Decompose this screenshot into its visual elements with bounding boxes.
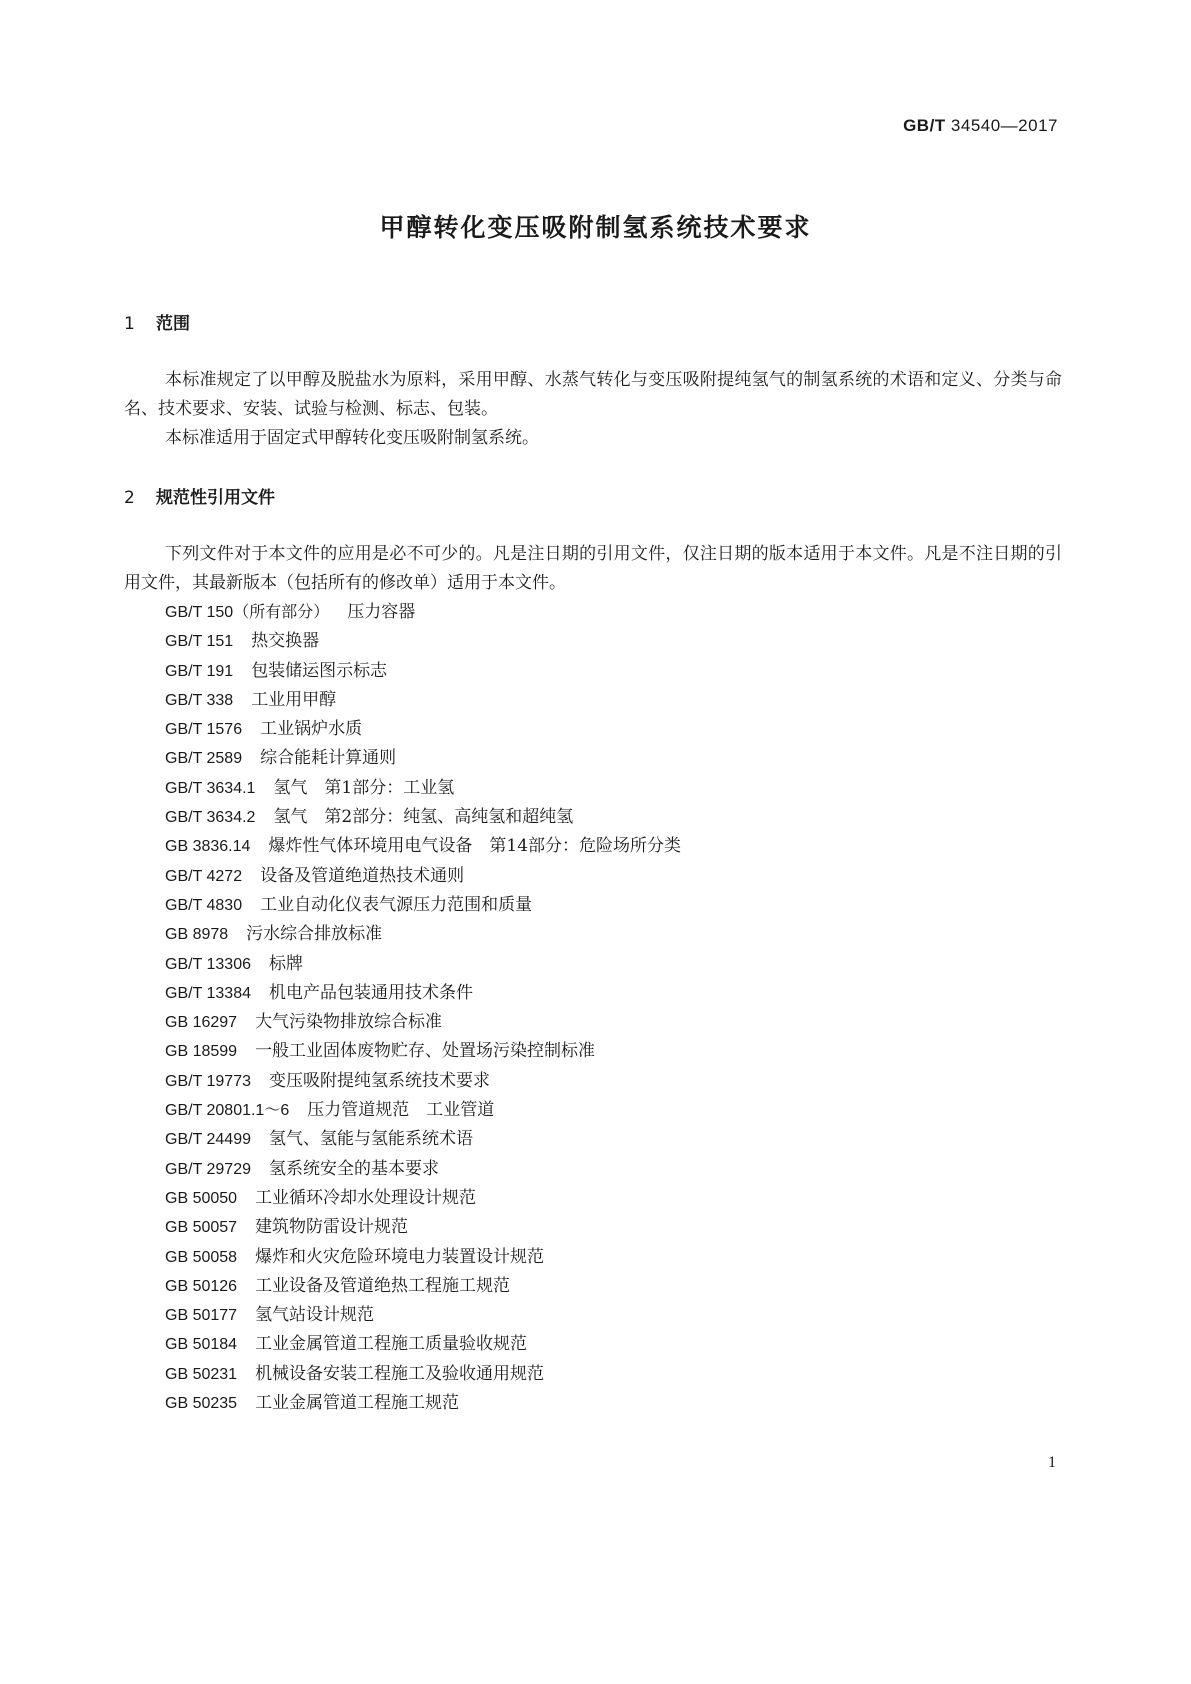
reference-title: 氢系统安全的基本要求 [268, 1158, 439, 1179]
reference-item [165, 1243, 681, 1272]
reference-item [165, 1008, 681, 1037]
reference-item [165, 832, 681, 861]
reference-title: 工业锅炉水质 [260, 719, 363, 740]
page-number: 1 [1048, 1454, 1056, 1471]
reference-code: GB 50184 [165, 1336, 238, 1354]
section-1-heading [124, 309, 190, 334]
reference-item [165, 979, 681, 1008]
reference-code: GB 18599 [165, 1043, 238, 1061]
reference-code: GB 50050 [165, 1189, 238, 1207]
reference-title: 变压吸附提纯氢系统技术要求 [268, 1070, 490, 1091]
reference-title: 建筑物防雷设计规范 [255, 1217, 409, 1238]
reference-item [165, 1272, 681, 1301]
reference-code: GB/T 24499 [165, 1131, 251, 1149]
section-2-number: 2 [124, 488, 135, 508]
reference-code: GB 50058 [165, 1248, 238, 1266]
reference-code: GB/T 19773 [165, 1072, 251, 1090]
reference-code: GB 50126 [165, 1277, 238, 1295]
reference-code: GB 50177 [165, 1307, 238, 1325]
reference-item [165, 686, 681, 715]
reference-title: 压力管道规范 工业管道 [307, 1100, 495, 1121]
reference-code: GB/T 1576 [165, 721, 243, 739]
reference-code: GB/T 4830 [165, 896, 243, 914]
section-1-number: 1 [124, 314, 135, 334]
reference-title: 氢气 第1部分：工业氢 [273, 777, 455, 798]
reference-code: GB 8978 [165, 926, 229, 944]
reference-item [165, 1330, 681, 1359]
reference-item [165, 744, 681, 773]
reference-code: GB/T 29729 [165, 1160, 251, 1178]
reference-item [165, 1184, 681, 1213]
document-title: 甲醇转化变压吸附制氢系统技术要求 [379, 213, 812, 242]
reference-title: 压力容器 [347, 602, 416, 622]
reference-title: 一般工业固体废物贮存、处置场污染控制标准 [255, 1041, 596, 1062]
reference-item [165, 950, 681, 979]
reference-title: 工业设备及管道绝热工程施工规范 [255, 1275, 511, 1296]
reference-title: 氢气、氢能与氢能系统术语 [268, 1129, 473, 1150]
reference-code: GB/T 20801.1～6 [165, 1102, 290, 1120]
section-2-title: 规范性引用文件 [156, 488, 275, 508]
reference-code: GB/T 151 [165, 633, 234, 651]
reference-title: 爆炸性气体环境用电气设备 第14部分：危险场所分类 [268, 836, 682, 857]
reference-item [165, 803, 681, 832]
reference-title: 标牌 [268, 953, 303, 974]
reference-title: 工业金属管道工程施工规范 [255, 1393, 460, 1414]
reference-item [165, 774, 681, 803]
reference-item [165, 920, 681, 949]
standard-code-prefix: GB/T [903, 116, 946, 135]
reference-title: 热交换器 [251, 631, 320, 652]
reference-item [165, 627, 681, 656]
reference-title: 包装储运图示标志 [251, 660, 388, 681]
reference-title: 氢气 第2部分：纯氢、高纯氢和超纯氢 [273, 807, 574, 828]
reference-code: GB/T 338 [165, 691, 234, 709]
reference-item [165, 1389, 681, 1418]
reference-title: 污水综合排放标准 [246, 924, 383, 945]
reference-code: GB/T 191 [165, 662, 234, 680]
reference-code: GB/T 13384 [165, 984, 251, 1002]
reference-item [165, 1096, 681, 1125]
reference-title: 大气污染物排放综合标准 [255, 1012, 443, 1033]
reference-code: GB 50057 [165, 1219, 238, 1237]
reference-title: 工业自动化仪表气源压力范围和质量 [260, 894, 533, 915]
reference-item [165, 862, 681, 891]
reference-title: 工业用甲醇 [251, 689, 337, 710]
standard-code [903, 116, 1058, 136]
reference-item [165, 1125, 681, 1154]
reference-item [165, 657, 681, 686]
reference-item [165, 1301, 681, 1330]
reference-code: GB/T 3634.2 [165, 809, 256, 827]
reference-title: 综合能耗计算通则 [260, 748, 397, 769]
reference-code: GB 50231 [165, 1365, 238, 1383]
reference-item [165, 1360, 681, 1389]
reference-code: GB/T 3634.1 [165, 779, 256, 797]
reference-item [165, 1037, 681, 1066]
reference-item [165, 598, 681, 627]
reference-item [165, 1155, 681, 1184]
section-2-heading [124, 483, 275, 508]
normative-reference-list [165, 598, 681, 1418]
reference-title: 机电产品包装通用技术条件 [268, 982, 473, 1003]
section-1-paragraph-2: 本标准适用于固定式甲醇转化变压吸附制氢系统。 [165, 428, 539, 448]
reference-code: GB/T 13306 [165, 955, 251, 973]
reference-title: 设备及管道绝道热技术通则 [260, 865, 465, 886]
reference-item [165, 891, 681, 920]
reference-title: 工业循环冷却水处理设计规范 [255, 1187, 477, 1208]
reference-item [165, 1213, 681, 1242]
reference-title: 机械设备安装工程施工及验收通用规范 [255, 1363, 545, 1384]
reference-title: 氢气站设计规范 [255, 1305, 375, 1326]
reference-title: 工业金属管道工程施工质量验收规范 [255, 1334, 528, 1355]
section-2-intro: 下列文件对于本文件的应用是必不可少的。凡是注日期的引用文件，仅注日期的版本适用于本文件。凡是不注日期的引用文件，其最新版本（包括所有的修改单）适用于本文件。 [124, 544, 1062, 593]
reference-code: GB 3836.14 [165, 838, 251, 856]
reference-item [165, 715, 681, 744]
reference-code: GB 50235 [165, 1395, 238, 1413]
reference-title: 爆炸和火灾危险环境电力装置设计规范 [255, 1246, 545, 1267]
standard-code-number: 34540—2017 [950, 116, 1058, 135]
reference-code: GB/T 2589 [165, 750, 243, 768]
reference-code: GB 16297 [165, 1014, 238, 1032]
section-1-paragraph-1: 本标准规定了以甲醇及脱盐水为原料，采用甲醇、水蒸气转化与变压吸附提纯氢气的制氢系统的术语和定义、分类与命名、技术要求、安装、试验与检测、标志、包装。 [124, 370, 1062, 419]
reference-code: GB/T 4272 [165, 867, 243, 885]
reference-item [165, 1067, 681, 1096]
reference-code: GB/T 150（所有部分） [165, 604, 330, 621]
section-1-title: 范围 [156, 314, 190, 334]
